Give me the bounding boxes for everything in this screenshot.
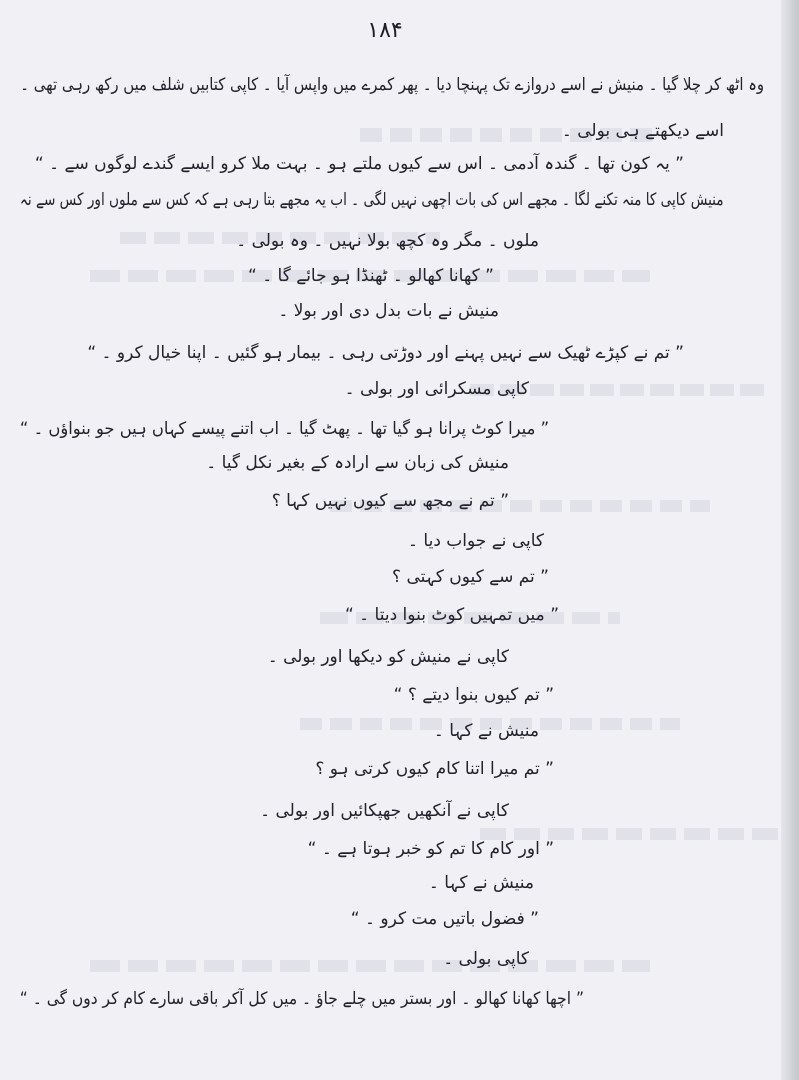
- text-line: منیش کاپی کا منہ تکنے لگا ۔ مجھے اس کی بات اچھی نہیں لگی ۔ اب یہ مجھے بتا رہی ہے کہ کس سے ملوں اور کس سے نہ: [20, 190, 724, 210]
- text-line: ” اور کام کا تم کو خبر ہوتا ہے ۔ “: [307, 839, 554, 859]
- text-line: ” تم نے کپڑے ٹھیک سے نہیں پہنے اور دوڑتی رہی ۔ بیمار ہو گئیں ۔ اپنا خیال کرو ۔ “: [87, 343, 684, 363]
- text-line: ملوں ۔ مگر وہ کچھ بولا نہیں ۔ وہ بولی ۔: [236, 231, 539, 251]
- text-line: ” تم میرا اتنا کام کیوں کرتی ہو ؟: [315, 759, 554, 779]
- text-line: ” میں تمہیں کوٹ بنوا دیتا ۔ “: [344, 605, 559, 625]
- text-line: ” تم سے کیوں کہتی ؟: [392, 567, 549, 587]
- text-line: کاپی نے آنکھیں جھپکائیں اور بولی ۔: [260, 801, 509, 821]
- page-number: ۱۸۴: [367, 18, 403, 43]
- bleed-through-text: [90, 960, 650, 972]
- text-line: ” میرا کوٹ پرانا ہو گیا تھا ۔ پھٹ گیا ۔ اب اتنے پیسے کہاں ہیں جو بنواؤں ۔ “: [19, 419, 549, 439]
- text-line: منیش کی زبان سے ارادہ کے بغیر نکل گیا ۔: [206, 453, 509, 473]
- text-line: ” کھانا کھالو ۔ ٹھنڈا ہو جائے گا ۔ “: [247, 266, 494, 286]
- text-line: کاپی مسکرائی اور بولی ۔: [344, 379, 529, 399]
- text-line: ” تم کیوں بنوا دیتے ؟ “: [393, 685, 554, 705]
- text-line: ” اچھا کھانا کھالو ۔ اور بستر میں چلے جاؤ ۔ میں کل آکر باقی سارے کام کر دوں گی ۔ “: [19, 989, 584, 1009]
- text-line: کاپی نے منیش کو دیکھا اور بولی ۔: [267, 647, 509, 667]
- text-line: کاپی نے جواب دیا ۔: [408, 531, 544, 551]
- text-line: کاپی بولی ۔: [443, 949, 529, 969]
- text-line: منیش نے بات بدل دی اور بولا ۔: [278, 301, 499, 321]
- text-line: اسے دیکھتے ہی بولی ۔: [561, 121, 724, 141]
- text-line: ” تم نے مجھ سے کیوں نہیں کہا ؟: [271, 491, 509, 511]
- text-line: منیش نے کہا ۔: [433, 721, 539, 741]
- text-line: ” فضول باتیں مت کرو ۔ “: [350, 909, 539, 929]
- page-edge-shadow: [781, 0, 799, 1080]
- text-line: منیش نے کہا ۔: [428, 873, 534, 893]
- text-line: وہ اٹھ کر چلا گیا ۔ منیش نے اسے دروازے تک پہنچا دیا ۔ پھر کمرے میں واپس آیا ۔ کاپی کتابیں شلف میں رکھ رہی تھی ۔: [20, 75, 764, 95]
- text-line: ” یہ کون تھا ۔ گندہ آدمی ۔ اس سے کیوں ملتے ہو ۔ بہت ملا کرو ایسے گندے لوگوں سے ۔ “: [34, 154, 684, 174]
